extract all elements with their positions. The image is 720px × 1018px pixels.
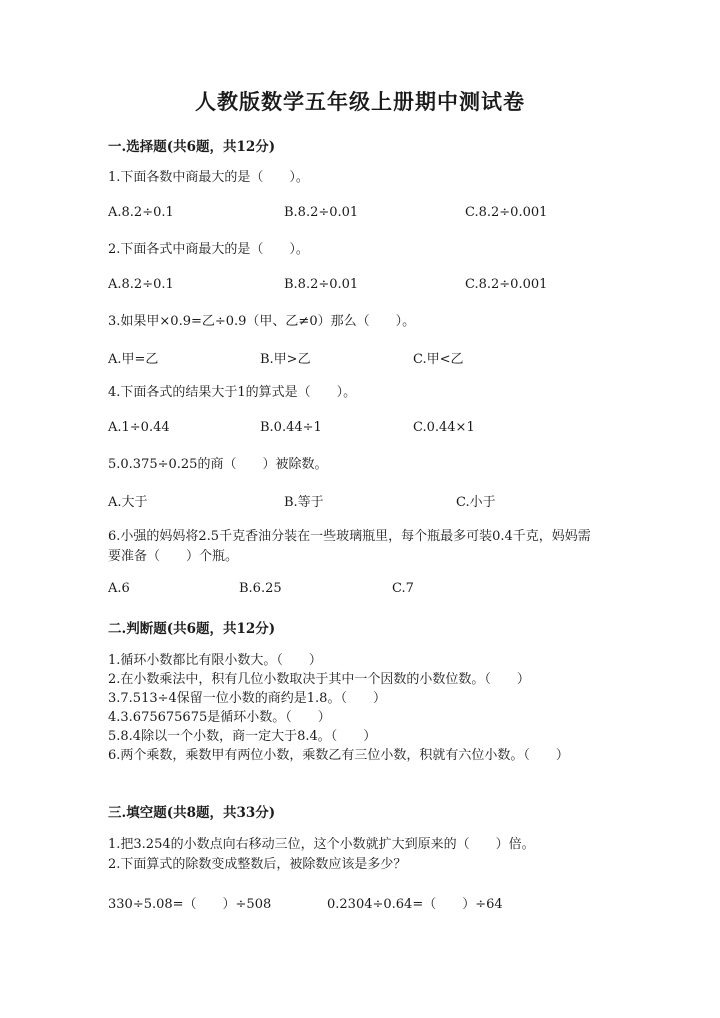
choice-5-option-a: A.大于 (108, 495, 148, 510)
section-heading-judge: 二.判断题(共6题，共12分) (108, 621, 276, 637)
choice-2-option-c: C.8.2÷0.001 (465, 277, 548, 292)
choice-5-option-c: C.小于 (456, 495, 496, 510)
choice-question-3: 3.如果甲×0.9=乙÷0.9（甲、乙≠0）那么（ ）。 (108, 314, 416, 329)
choice-question-1: 1.下面各数中商最大的是（ ）。 (108, 170, 309, 185)
choice-6-option-c: C.7 (392, 581, 414, 596)
judge-statement-1: 1.循环小数都比有限小数大。（ ） (108, 653, 322, 668)
choice-4-option-a: A.1÷0.44 (108, 420, 170, 435)
choice-6-option-a: A.6 (108, 581, 130, 596)
judge-statement-2: 2.在小数乘法中，积有几位小数取决于其中一个因数的小数位数。（ ） (108, 672, 530, 687)
fill-expression-1: 330÷5.08=（ ）÷508 (108, 897, 272, 912)
choice-4-option-c: C.0.44×1 (413, 420, 475, 435)
choice-question-2: 2.下面各式中商最大的是（ ）。 (108, 242, 309, 257)
judge-statement-6: 6.两个乘数，乘数甲有两位小数，乘数乙有三位小数，积就有六位小数。（ ） (108, 748, 569, 763)
choice-1-option-b: B.8.2÷0.01 (284, 205, 359, 220)
choice-2-option-b: B.8.2÷0.01 (284, 277, 359, 292)
judge-statement-3: 3.7.513÷4保留一位小数的商约是1.8。（ ） (108, 691, 386, 706)
choice-1-option-a: A.8.2÷0.1 (108, 205, 174, 220)
choice-question-5: 5.0.375÷0.25的商（ ）被除数。 (108, 457, 328, 472)
judge-statement-4: 4.3.675675675是循环小数。（ ） (108, 710, 331, 725)
fill-question-1: 1.把3.254的小数点向右移动三位，这个小数就扩大到原来的（ ）倍。 (108, 837, 535, 852)
choice-6-option-b: B.6.25 (239, 581, 282, 596)
choice-question-6: 6.小强的妈妈将2.5千克香油分装在一些玻璃瓶里，每个瓶最多可装0.4千克，妈妈需要准备（ ）个瓶。 (108, 529, 591, 564)
choice-3-option-a: A.甲=乙 (108, 352, 159, 367)
section-heading-choice: 一.选择题(共6题，共12分) (108, 139, 276, 155)
choice-4-option-b: B.0.44÷1 (260, 420, 322, 435)
choice-5-option-b: B.等于 (284, 495, 324, 510)
choice-3-option-c: C.甲<乙 (413, 352, 464, 367)
choice-2-option-a: A.8.2÷0.1 (108, 277, 174, 292)
choice-question-4: 4.下面各式的结果大于1的算式是（ ）。 (108, 385, 357, 400)
choice-1-option-c: C.8.2÷0.001 (465, 205, 548, 220)
judge-statement-5: 5.8.4除以一个小数，商一定大于8.4。（ ） (108, 729, 377, 744)
fill-expression-2: 0.2304÷0.64=（ ）÷64 (327, 897, 503, 912)
choice-3-option-b: B.甲>乙 (260, 352, 311, 367)
section-heading-fill: 三.填空题(共8题，共33分) (108, 805, 276, 821)
fill-question-2: 2.下面算式的除数变成整数后，被除数应该是多少？ (108, 857, 407, 872)
exam-title: 人教版数学五年级上册期中测试卷 (195, 89, 525, 114)
